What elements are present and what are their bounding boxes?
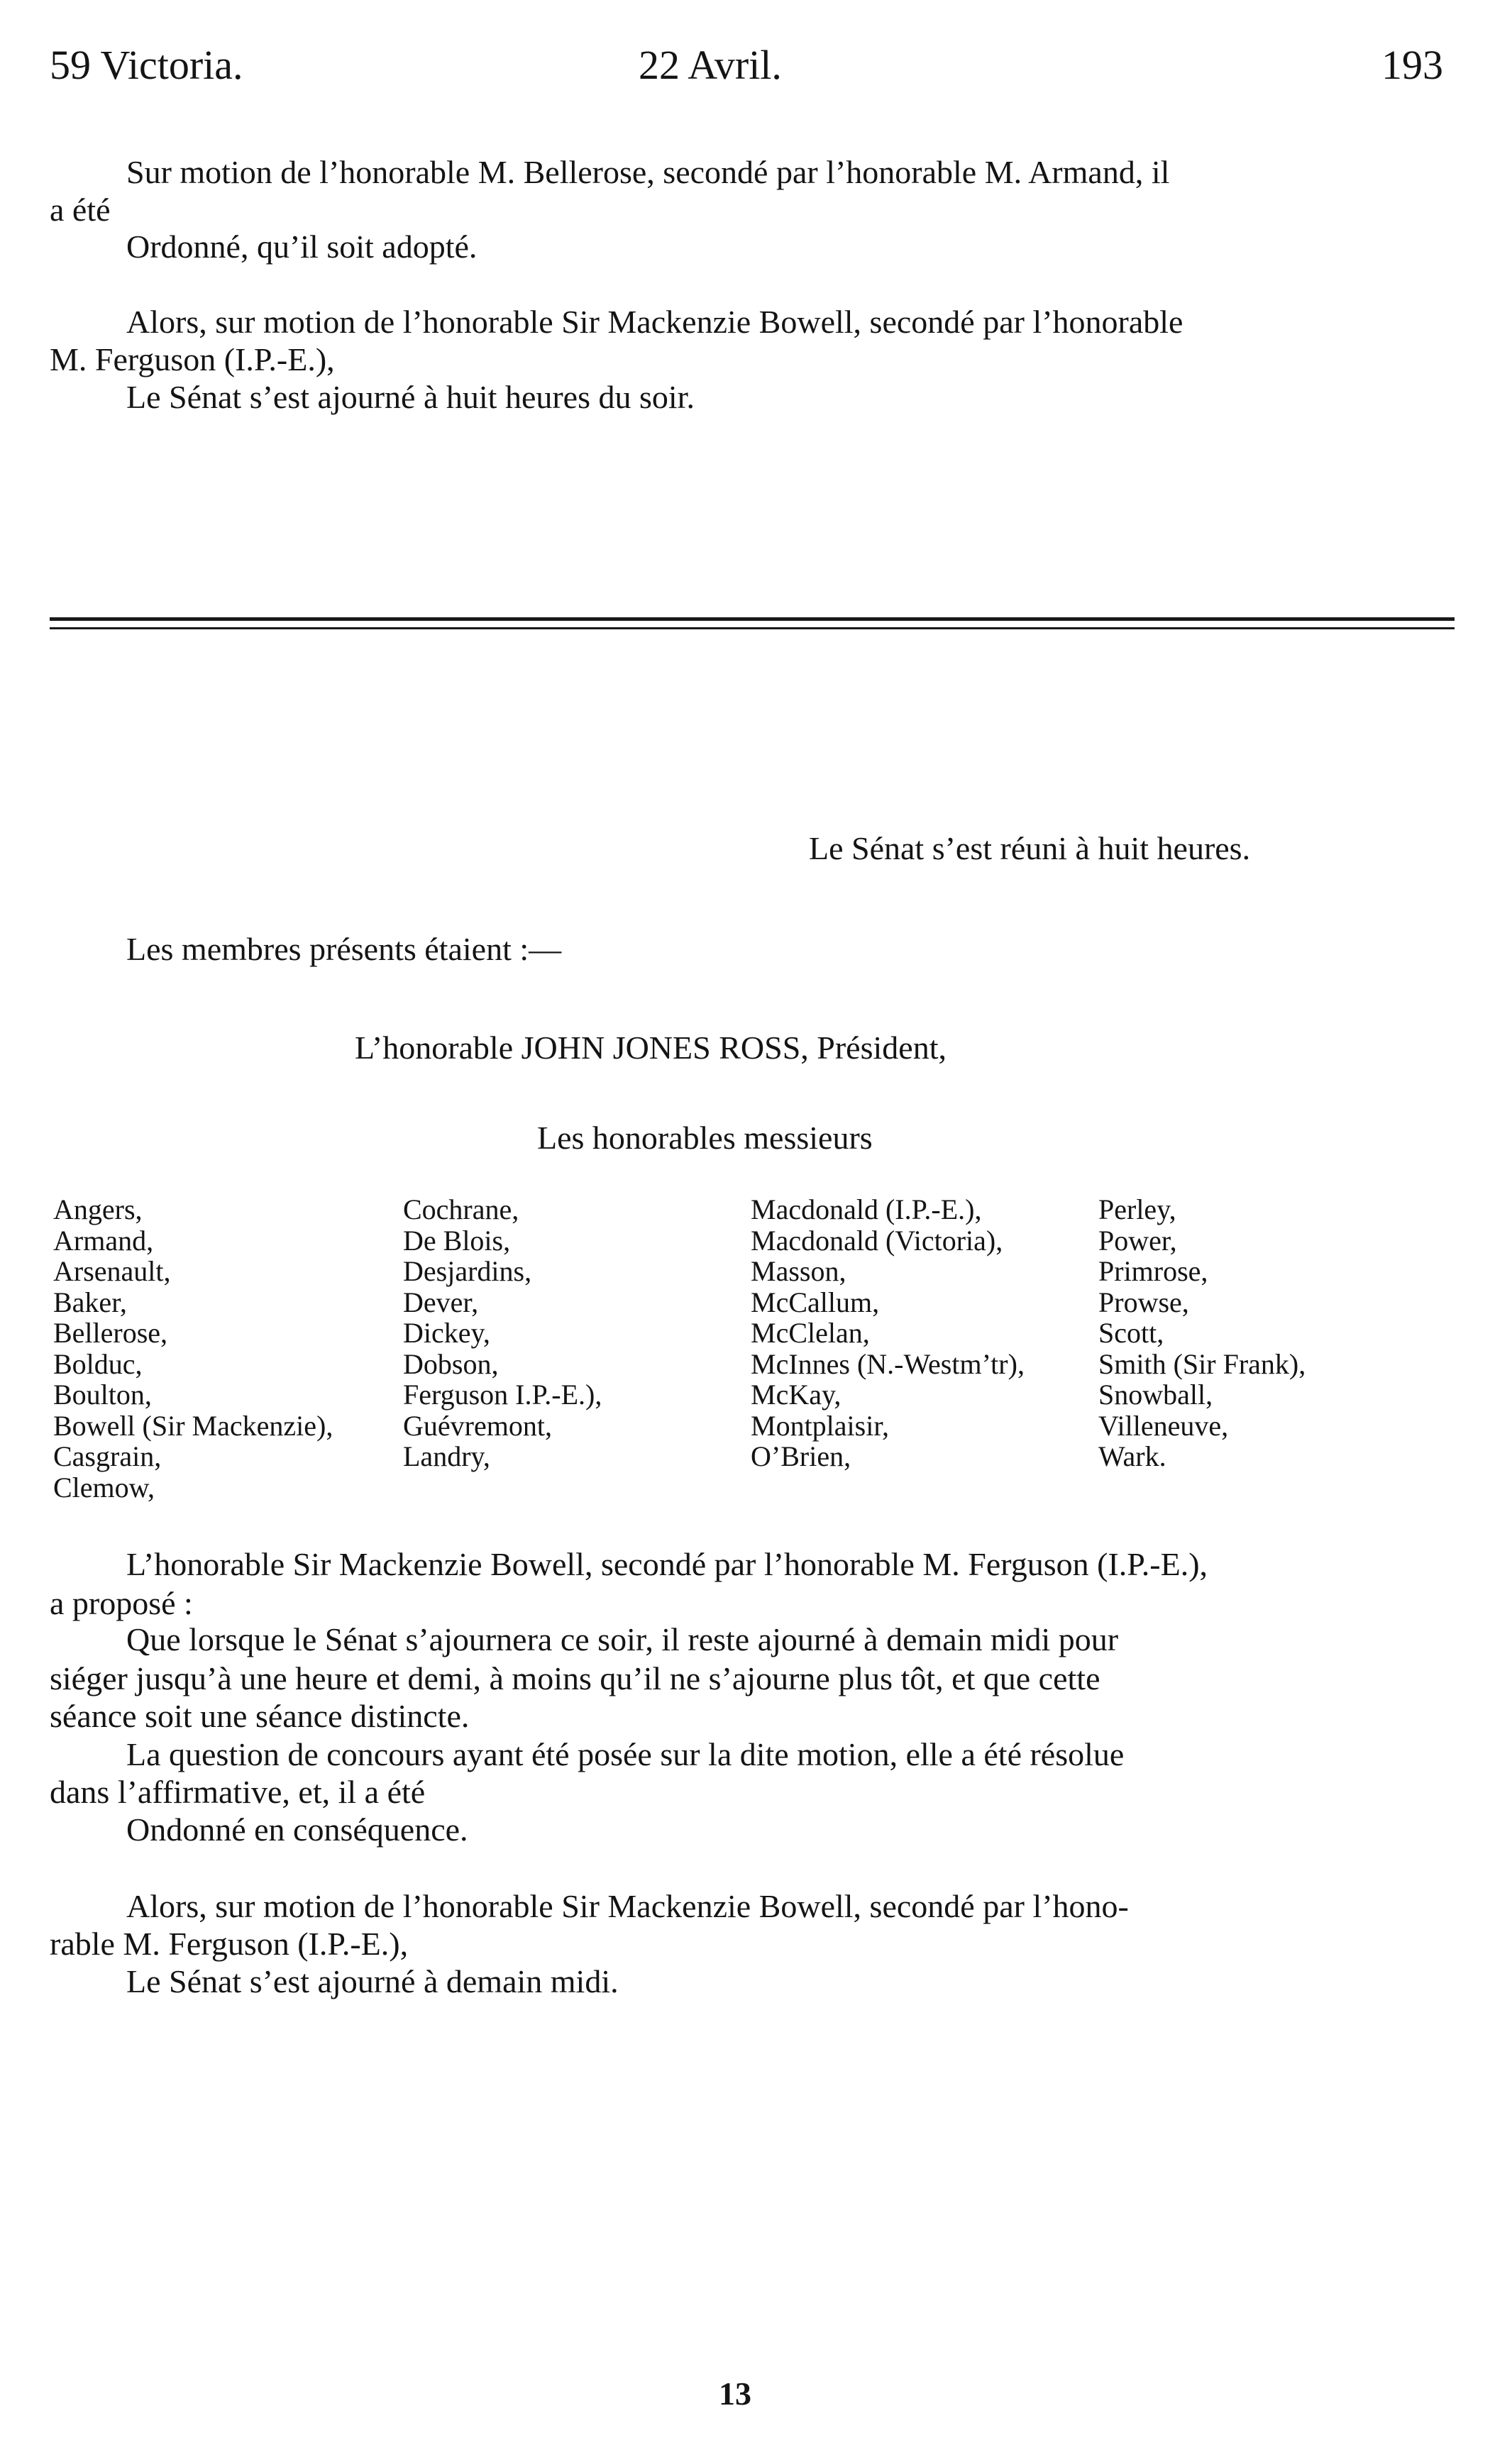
text-line: a proposé : — [50, 1585, 193, 1621]
member-name: Montplaisir, — [751, 1409, 890, 1442]
member-name: Guévremont, — [403, 1409, 552, 1442]
member-name: Casgrain, — [53, 1440, 162, 1472]
member-name: Cochrane, — [403, 1193, 519, 1225]
member-name: Smith (Sir Frank), — [1098, 1347, 1306, 1380]
text-line: L’honorable Sir Mackenzie Bowell, secondé par l’honorable M. Ferguson (I.P.-E.), — [126, 1546, 1208, 1582]
member-name: Clemow, — [53, 1471, 155, 1503]
member-name: Wark. — [1098, 1440, 1166, 1472]
text-line: siéger jusqu’à une heure et demi, à moins qu’il ne s’ajourne plus tôt, et que cette — [50, 1660, 1100, 1696]
member-name: Dickey, — [403, 1317, 490, 1349]
section-divider-bottom — [50, 627, 1455, 629]
text-line: Que lorsque le Sénat s’ajournera ce soir, il reste ajourné à demain midi pour — [126, 1621, 1119, 1657]
member-name: Macdonald (Victoria), — [751, 1224, 1003, 1257]
text-line: Ordonné, qu’il soit adopté. — [126, 228, 478, 265]
member-name: Scott, — [1098, 1317, 1164, 1349]
text-line: Le Sénat s’est ajourné à demain midi. — [126, 1963, 619, 1999]
member-name: Dever, — [403, 1286, 479, 1318]
member-name: Armand, — [53, 1224, 154, 1257]
honorables-heading: Les honorables messieurs — [537, 1120, 873, 1156]
member-name: Landry, — [403, 1440, 490, 1472]
member-name: Prowse, — [1098, 1286, 1189, 1318]
member-name: McInnes (N.-Westm’tr), — [751, 1347, 1025, 1380]
session-reunion: Le Sénat s’est réuni à huit heures. — [809, 830, 1251, 866]
president-line: L’honorable JOHN JONES ROSS, Président, — [355, 1030, 947, 1066]
member-name: Villeneuve, — [1098, 1409, 1229, 1442]
text-line: M. Ferguson (I.P.-E.), — [50, 341, 335, 377]
member-name: O’Brien, — [751, 1440, 851, 1472]
member-name: McCallum, — [751, 1286, 880, 1318]
member-name: Bellerose, — [53, 1317, 168, 1349]
members-column-2 — [403, 1194, 602, 1472]
members-column-1 — [53, 1194, 333, 1503]
header-date: 22 Avril. — [639, 42, 782, 88]
header-volume: 59 Victoria. — [50, 42, 243, 88]
member-name: Snowball, — [1098, 1379, 1213, 1411]
member-name: Masson, — [751, 1255, 846, 1287]
member-name: Arsenault, — [53, 1255, 171, 1287]
text-line: dans l’affirmative, et, il a été — [50, 1774, 426, 1810]
page-number: 193 — [1381, 42, 1443, 88]
text-line: rable M. Ferguson (I.P.-E.), — [50, 1926, 409, 1962]
member-name: Ferguson I.P.-E.), — [403, 1379, 602, 1411]
sheet-signature: 13 — [719, 2375, 751, 2412]
text-line: La question de concours ayant été posée sur la dite motion, elle a été résolue — [126, 1736, 1125, 1772]
member-name: Perley, — [1098, 1193, 1176, 1225]
member-name: De Blois, — [403, 1224, 511, 1257]
text-line: Le Sénat s’est ajourné à huit heures du soir. — [126, 379, 695, 415]
member-name: Power, — [1098, 1224, 1177, 1257]
member-name: Primrose, — [1098, 1255, 1208, 1287]
members-column-4 — [1098, 1194, 1306, 1472]
members-column-3 — [751, 1194, 1025, 1472]
member-name: Dobson, — [403, 1347, 499, 1380]
member-name: Angers, — [53, 1193, 143, 1225]
text-line: Ondonné en conséquence. — [126, 1811, 468, 1848]
member-name: McKay, — [751, 1379, 841, 1411]
members-intro: Les membres présents étaient :— — [126, 931, 562, 967]
text-line: séance soit une séance distincte. — [50, 1698, 470, 1734]
member-name: Bowell (Sir Mackenzie), — [53, 1409, 333, 1442]
member-name: Bolduc, — [53, 1347, 143, 1380]
text-line: Sur motion de l’honorable M. Bellerose, secondé par l’honorable M. Armand, il — [126, 154, 1170, 190]
text-line: Alors, sur motion de l’honorable Sir Mackenzie Bowell, secondé par l’hono- — [126, 1888, 1129, 1924]
member-name: McClelan, — [751, 1317, 870, 1349]
member-name: Desjardins, — [403, 1255, 532, 1287]
text-line: Alors, sur motion de l’honorable Sir Mackenzie Bowell, secondé par l’honorable — [126, 304, 1183, 340]
text-line: a été — [50, 192, 111, 228]
member-name: Macdonald (I.P.-E.), — [751, 1193, 982, 1225]
member-name: Boulton, — [53, 1379, 152, 1411]
member-name: Baker, — [53, 1286, 127, 1318]
section-divider-top — [50, 617, 1455, 621]
